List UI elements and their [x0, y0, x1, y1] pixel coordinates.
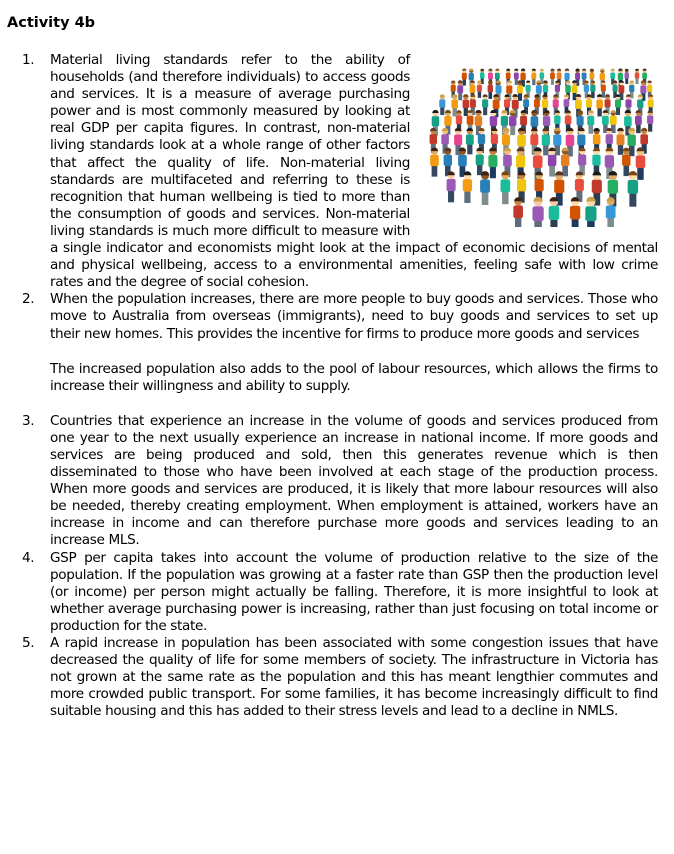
- item-number: 1.: [22, 52, 35, 68]
- crowd-person: [480, 171, 490, 205]
- crowd-person: [550, 69, 555, 85]
- list-item: [22, 52, 658, 291]
- crowd-person: [570, 197, 580, 227]
- crowd-person: [549, 197, 560, 227]
- crowd-person: [439, 94, 445, 115]
- crowd-person: [578, 148, 586, 176]
- item-number: 5.: [22, 635, 35, 651]
- item-paragraph: The increased population also adds to the pool of labour resources, which allows the firms to increase their willingness and ability to supply.: [50, 360, 658, 394]
- crowd-person: [624, 69, 628, 84]
- crowd-person: [606, 197, 616, 227]
- crowd-person: [531, 69, 536, 85]
- answer-list: [22, 52, 658, 720]
- crowd-person: [488, 147, 497, 178]
- crowd-person: [561, 148, 569, 177]
- crowd-person: [622, 148, 630, 177]
- list-item: [22, 413, 658, 550]
- crowd-person: [430, 148, 439, 177]
- item-paragraph: GSP per capita takes into account the volume of production relative to the size of the population. If the population was growing at a faster rate than GSP then the production level (or income) per person might actually be falling. Therefore, it is more insightful to look at whether average purchasing power is increasing, rather than just focusing on total income or production for the state.: [50, 549, 658, 634]
- list-item: [22, 550, 658, 635]
- crowd-person: [542, 128, 550, 156]
- crowd-person: [477, 81, 482, 98]
- crowd-person: [635, 69, 640, 84]
- item-paragraph: Countries that experience an increase in the volume of goods and services produced from one year to the next usually experience an increase in national income. If more goods and services are being produced and sold, then this generates revenue which is then disseminated to those who have been involved at each stage of the production process. When more goods and services are produced, it is likely that more labour resources will also be needed, thereby creating employment. When employment is attained, workers have an increase in income and can therefore purchase more goods and services leading to an increase MLS.: [50, 412, 658, 549]
- item-number: 2.: [22, 291, 35, 308]
- crowd-person: [513, 197, 523, 227]
- crowd-person: [482, 94, 488, 115]
- crowd-person: [463, 171, 472, 203]
- crowd-person: [509, 110, 516, 135]
- crowd-person: [476, 148, 484, 175]
- crowd-person: [548, 148, 557, 177]
- crowd-person: [532, 197, 543, 227]
- crowd-person: [647, 110, 653, 131]
- crowd-person: [488, 80, 493, 99]
- item-paragraph: When the population increases, there are more people to buy goods and services. Those who move to Australia from overseas (immigrants), need to buy goods and services to set up their new homes. This provides the incentive for firms to produce more goods and services: [50, 291, 658, 342]
- crowd-person: [635, 110, 642, 133]
- list-item: [22, 291, 658, 412]
- crowd-of-people-illustration: [420, 52, 658, 227]
- crowd-person: [447, 171, 456, 202]
- item-paragraph: A rapid increase in population has been associated with some congestion issues that have decreased the quality of life for some members of society. The infrastructure in Victoria has not grown at the same rate as the population and this has meant lengthier commutes and more crowded public transport. For some families, it has become increasingly difficult to find suitable housing and this has added to their stress levels and lead to a decline in NMLS.: [50, 635, 658, 720]
- crowd-person: [596, 94, 603, 116]
- crowd-person: [457, 80, 463, 100]
- crowd-person: [628, 171, 639, 207]
- list-item: [22, 635, 658, 720]
- crowd-person: [466, 128, 474, 155]
- item-number: 3.: [22, 412, 35, 429]
- crowd-person: [587, 110, 594, 134]
- activity-heading: Activity 4b: [7, 15, 96, 31]
- item-number: 4.: [22, 549, 35, 566]
- crowd-person: [585, 197, 596, 227]
- crowd-person: [500, 171, 510, 204]
- item-paragraph: Material living standards refer to the ability of households (and therefore individuals) to access goods and services. It is a measure of average purchasing power and is most commonly measured by looking at real GDP per capita figures. In contrast, non-material living standards look at a whole range of other factors that affect the quality of life. Non-material living standards are multifaceted and referring to these is recognition that human wellbeing is tied to more than the consumption of goods and services. Non-material living standards is much more difficult to measure with a single indicator and economists might look at the impact of economic decisions of mental and physical wellbeing, access to a environmental amenities, feeling safe with low crime rates and the degree of social cohesion.: [50, 52, 658, 291]
